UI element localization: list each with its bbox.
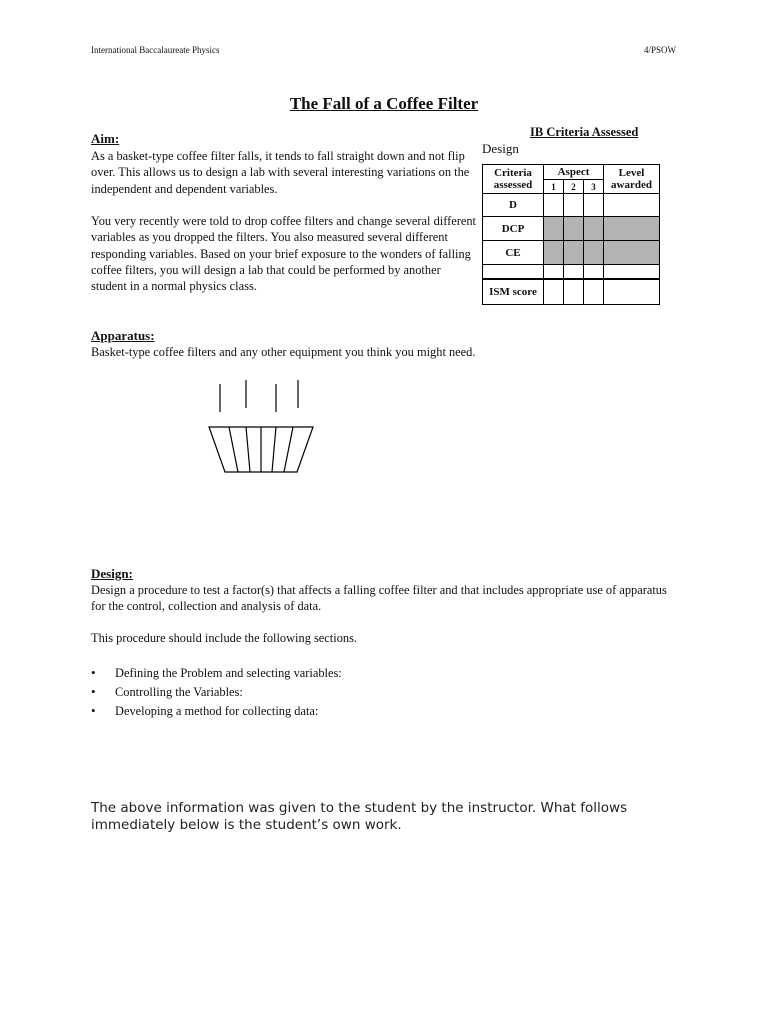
aspect-col-header: Aspect — [544, 165, 604, 180]
score-cell — [584, 194, 604, 217]
list-item-text: Developing a method for collecting data: — [115, 704, 319, 718]
list-item — [91, 665, 342, 684]
design-section-list — [91, 665, 342, 722]
criteria-row-label: DCP — [483, 217, 544, 241]
spacer-cell — [544, 265, 564, 279]
criteria-row-label: D — [483, 194, 544, 217]
aim-paragraph-2: You very recently were told to drop coffee filters and change several different variables as you dropped the filters. You also measured several different responding variables. Based on your brief exposure to the wonders of falling coffee filters, you will design a lab that could be performed by another student in a normal physics class. — [91, 214, 476, 294]
closing-note: The above information was given to the student by the instructor. What follows immediately below is the student’s own work. — [91, 800, 628, 833]
shaded-cell — [604, 217, 660, 241]
spacer-cell — [604, 265, 660, 279]
shaded-cell — [584, 217, 604, 241]
list-item-text: Controlling the Variables: — [115, 685, 243, 699]
criteria-col-header: Criteria assessed — [483, 165, 544, 194]
aim-paragraph-1: As a basket-type coffee filter falls, it tends to fall straight down and not flip over. This allows us to design a lab with several interesting variations on the independent and dependent variables. — [91, 149, 470, 196]
criteria-table — [482, 164, 660, 305]
criteria-subtitle: Design — [482, 141, 519, 156]
shaded-cell — [544, 241, 564, 265]
apparatus-heading: Apparatus: — [91, 328, 155, 343]
aspect-number: 1 — [544, 180, 564, 194]
shaded-cell — [584, 241, 604, 265]
ism-cell — [544, 279, 564, 305]
bullet-icon: • — [91, 703, 96, 718]
header-course: International Baccalaureate Physics — [91, 45, 220, 55]
filter-pleat — [272, 427, 276, 472]
spacer-cell — [564, 265, 584, 279]
list-item — [91, 684, 342, 703]
ism-cell — [584, 279, 604, 305]
shaded-cell — [564, 241, 584, 265]
shaded-cell — [544, 217, 564, 241]
design-heading: Design: — [91, 566, 133, 581]
aim-heading: Aim: — [91, 131, 120, 146]
level-cell — [604, 194, 660, 217]
criteria-row-label: CE — [483, 241, 544, 265]
filter-pleat — [229, 427, 238, 472]
filter-pleat — [246, 427, 250, 472]
level-col-header: Level awarded — [604, 165, 660, 194]
bullet-icon: • — [91, 684, 96, 699]
score-cell — [564, 194, 584, 217]
design-paragraph-1: Design a procedure to test a factor(s) that affects a falling coffee filter and that includes appropriate use of apparatus for the control, collection and analysis of data. — [91, 583, 667, 614]
apparatus-text: Basket-type coffee filters and any other equipment you think you might need. — [91, 345, 476, 359]
score-cell — [544, 194, 564, 217]
shaded-cell — [604, 241, 660, 265]
aspect-number: 2 — [564, 180, 584, 194]
list-item-text: Defining the Problem and selecting variables: — [115, 666, 342, 680]
design-paragraph-2: This procedure should include the following sections. — [91, 631, 357, 645]
ism-cell — [604, 279, 660, 305]
criteria-title: IB Criteria Assessed — [530, 125, 639, 139]
coffee-filter-diagram — [200, 378, 320, 478]
header-code: 4/PSOW — [643, 45, 676, 55]
spacer-cell — [584, 265, 604, 279]
list-item — [91, 703, 342, 722]
shaded-cell — [564, 217, 584, 241]
ism-cell — [564, 279, 584, 305]
aspect-number: 3 — [584, 180, 604, 194]
filter-pleat — [284, 427, 293, 472]
ism-score-label: ISM score — [483, 279, 544, 305]
spacer-cell — [483, 265, 544, 279]
page-title: The Fall of a Coffee Filter — [289, 94, 479, 113]
bullet-icon: • — [91, 665, 96, 680]
